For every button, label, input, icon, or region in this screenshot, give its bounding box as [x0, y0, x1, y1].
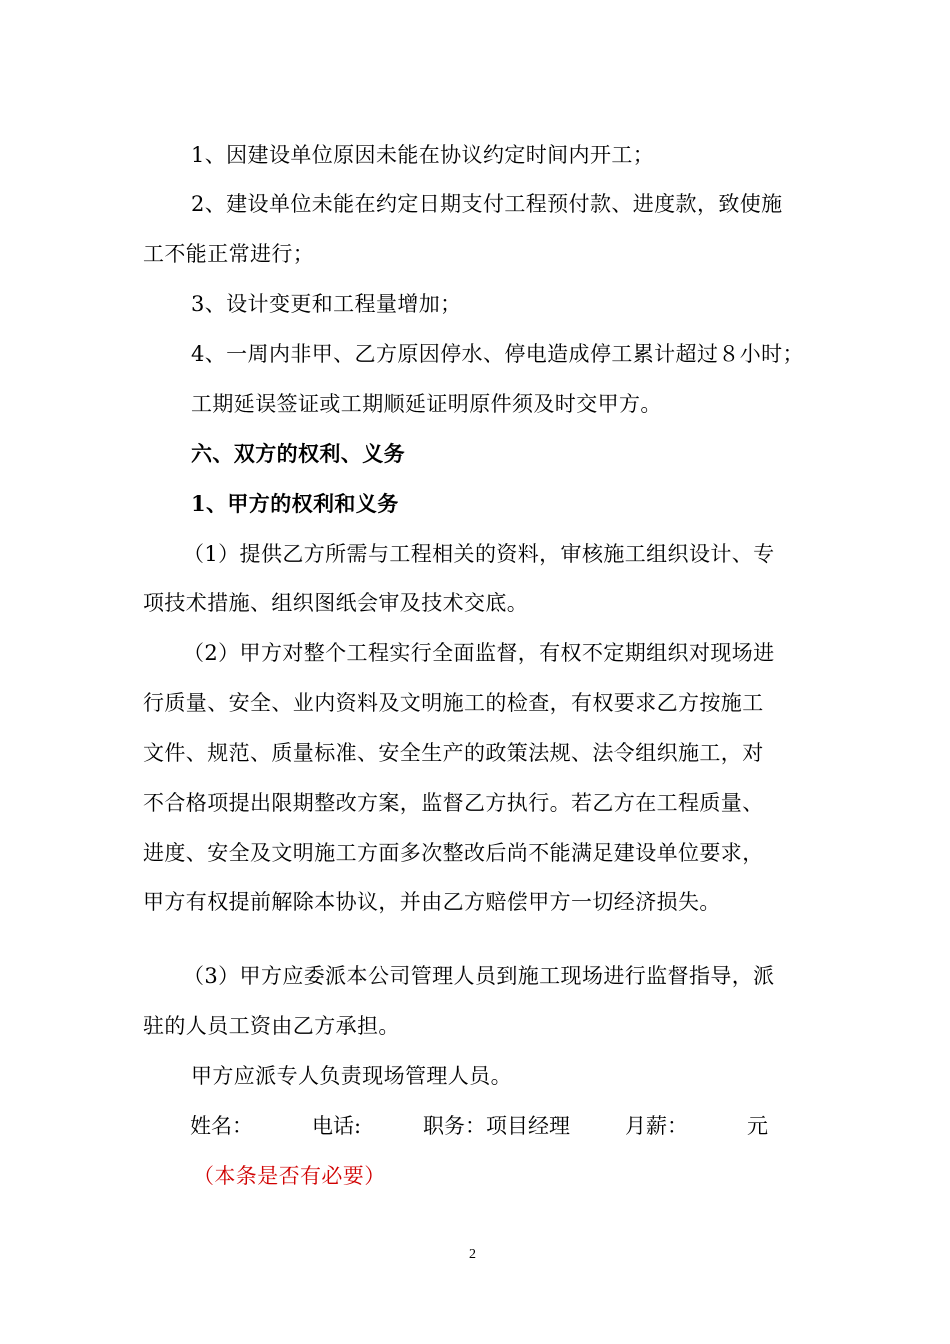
salary-label: 月薪： — [625, 1114, 688, 1138]
party-a-duty-3-continued: 驻的人员工资由乙方承担。 — [143, 1014, 400, 1038]
delay-proof-note: 工期延误签证或工期顺延证明原件须及时交甲方。 — [191, 392, 662, 416]
party-a-duty-2-line-5: 进度、安全及文明施工方面多次整改后尚不能满足建设单位要求， — [143, 841, 764, 865]
party-a-duty-2-line-4: 不合格项提出限期整改方案，监督乙方执行。若乙方在工程质量、 — [143, 791, 764, 815]
party-a-duty-1-continued: 项技术措施、组织图纸会审及技术交底。 — [143, 591, 529, 615]
party-a-duty-2-line-6: 甲方有权提前解除本协议，并由乙方赔偿甲方一切经济损失。 — [143, 890, 721, 914]
section-heading-rights: 六、双方的权利、义务 — [191, 441, 405, 466]
party-a-duty-3: （3）甲方应委派本公司管理人员到施工现场进行监督指导，派 — [183, 964, 775, 988]
party-a-duty-2-line-3: 文件、规范、质量标准、安全生产的政策法规、法令组织施工，对 — [143, 741, 764, 765]
name-label: 姓名： — [190, 1114, 253, 1138]
page-number: 2 — [469, 1247, 476, 1262]
delay-reason-4: 4、一周内非甲、乙方原因停水、停电造成停工累计超过８小时； — [191, 342, 804, 366]
subsection-heading-party-a: 1、甲方的权利和义务 — [191, 491, 399, 516]
delay-reason-2-continued: 工不能正常进行； — [143, 242, 315, 266]
position-text: 职务：项目经理 — [423, 1114, 570, 1138]
review-note: （本条是否有必要） — [193, 1164, 386, 1188]
delay-reason-3: 3、设计变更和工程量增加； — [191, 292, 462, 316]
party-a-duty-2-line-2: 行质量、安全、业内资料及文明施工的检查，有权要求乙方按施工 — [143, 691, 764, 715]
currency-unit: 元 — [747, 1114, 768, 1138]
manager-assignment-line: 甲方应派专人负责现场管理人员。 — [191, 1064, 512, 1088]
delay-reason-1: 1、因建设单位原因未能在协议约定时间内开工； — [191, 143, 655, 167]
party-a-duty-2: （2）甲方对整个工程实行全面监督，有权不定期组织对现场进 — [183, 641, 775, 665]
delay-reason-2: 2、建设单位未能在约定日期支付工程预付款、进度款，致使施 — [191, 192, 783, 216]
phone-label: 电话: — [312, 1114, 362, 1138]
party-a-duty-1: （1）提供乙方所需与工程相关的资料，审核施工组织设计、专 — [183, 542, 775, 566]
